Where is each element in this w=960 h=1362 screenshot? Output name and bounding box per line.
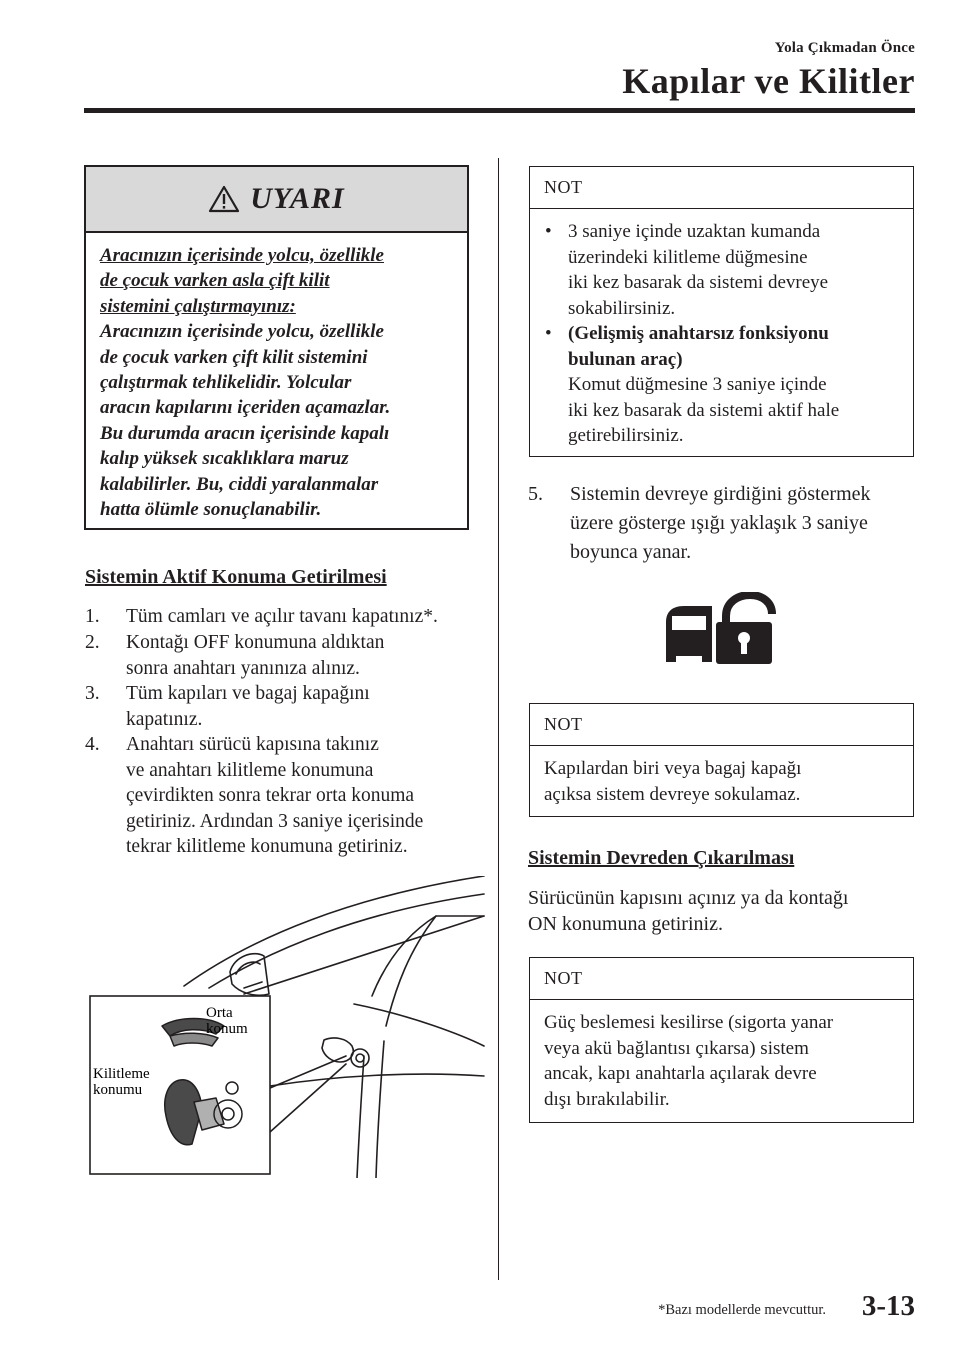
note-box-2 [529, 703, 914, 817]
warning-line: de çocuk varken çift kilit sistemini [100, 346, 368, 368]
column-divider [498, 158, 499, 1280]
section-name: Yola Çıkmadan Önce [774, 40, 915, 56]
warning-text [86, 233, 467, 522]
step-line: Tüm camları ve açılır tavanı kapatınız*. [126, 606, 438, 627]
car-lock-indicator-icon [662, 592, 776, 666]
body-line: ON konumuna getiriniz. [528, 913, 723, 935]
bullet-icon: • [545, 323, 552, 344]
note-box-3 [529, 957, 914, 1123]
note-heading: NOT [530, 958, 913, 1000]
step-number: 5. [528, 483, 543, 505]
note-line: getirebilirsiniz. [568, 425, 684, 446]
note-line: bulunan araç) [568, 348, 683, 370]
note-line: veya akü bağlantısı çıkarsa) sistem [544, 1037, 809, 1059]
warning-line: çalıştırmak tehlikelidir. Yolcular [100, 372, 352, 394]
note-line: iki kez basarak da sistemi devreye [568, 272, 829, 293]
step-line: Kontağı OFF konumuna aldıktan [126, 632, 385, 653]
warning-line: hatta ölümle sonuçlanabilir. [100, 499, 322, 521]
note-line: Güç beslemesi kesilirse (sigorta yanar [544, 1012, 834, 1033]
page-title: Kapılar ve Kilitler [622, 61, 915, 101]
activate-heading: Sistemin Aktif Konuma Getirilmesi [85, 566, 387, 588]
bullet-icon: • [545, 221, 552, 242]
label-center-position-1: Orta [206, 1005, 233, 1021]
warning-line: sistemini çalıştırmayınız: [100, 295, 296, 317]
label-lock-position-2: konumu [93, 1082, 143, 1098]
door-key-illustration [84, 876, 486, 1178]
step-line: Tüm kapıları ve bagaj kapağını [126, 683, 370, 704]
warning-line: kalabilirler. Bu, ciddi yaralanmalar [100, 473, 379, 495]
note-line: dışı bırakılabilir. [544, 1088, 670, 1110]
step-line: boyunca yanar. [570, 541, 692, 563]
step-line: ve anahtarı kilitleme konumuna [126, 759, 374, 781]
note-line: Komut düğmesine 3 saniye içinde [568, 374, 827, 395]
note-line: (Gelişmiş anahtarsız fonksiyonu [568, 323, 829, 344]
step-number: 3. [85, 683, 100, 704]
warning-title: UYARI [250, 182, 345, 215]
warning-line: de çocuk varken asla çift kilit [100, 270, 330, 292]
step-line: getiriniz. Ardından 3 saniye içerisinde [126, 810, 424, 832]
warning-line: kalıp yüksek sıcaklıklara maruz [100, 448, 349, 470]
note-line: Kapılardan biri veya bagaj kapağı [544, 758, 802, 779]
body-line: Sürücünün kapısını açınız ya da kontağı [528, 887, 849, 909]
warning-line: aracın kapılarını içeriden açamazlar. [100, 397, 391, 419]
note-bullet-2 [544, 321, 899, 449]
note-line: sokabilirsiniz. [568, 297, 676, 319]
deactivate-heading: Sistemin Devreden Çıkarılması [528, 847, 795, 869]
warning-line: Bu durumda aracın içerisinde kapalı [100, 422, 390, 444]
warning-line: Aracınızın içerisinde yolcu, özellikle [100, 321, 384, 343]
note-line: açıksa sistem devreye sokulamaz. [544, 783, 801, 805]
deactivate-text [528, 885, 918, 937]
label-center-position-2: konum [206, 1021, 248, 1037]
footnote: *Bazı modellerde mevcuttur. [658, 1302, 826, 1318]
header-rule [84, 108, 915, 113]
note-heading: NOT [530, 167, 913, 209]
step-line: sonra anahtarı yanınıza alınız. [126, 657, 360, 679]
warning-box [84, 165, 469, 530]
note-line: 3 saniye içinde uzaktan kumanda [568, 221, 821, 242]
note-line: iki kez basarak da sistemi aktif hale [568, 399, 840, 421]
step-number: 1. [85, 606, 100, 627]
note-box-1 [529, 166, 914, 457]
step-number: 4. [85, 734, 100, 755]
step-line: tekrar kilitleme konumuna getiriniz. [126, 836, 408, 857]
step-line: Sistemin devreye girdiğini göstermek [570, 483, 871, 505]
step-line: Anahtarı sürücü kapısına takınız [126, 734, 379, 755]
step-line: çevirdikten sonra tekrar orta konuma [126, 785, 415, 806]
label-lock-position-1: Kilitleme [93, 1066, 150, 1082]
step-line: üzere gösterge ışığı yaklaşık 3 saniye [570, 512, 868, 534]
warning-line: Aracınızın içerisinde yolcu, özellikle [100, 245, 384, 266]
page-number: 3-13 [861, 1290, 915, 1322]
note-line: üzerindeki kilitleme düğmesine [568, 246, 808, 268]
note-line: ancak, kapı anahtarla açılarak devre [544, 1063, 817, 1084]
note-bullet-1 [544, 219, 899, 321]
note-heading: NOT [530, 704, 913, 746]
step-line: kapatınız. [126, 708, 203, 730]
warning-triangle-icon [208, 185, 240, 213]
step-number: 2. [85, 632, 100, 653]
warning-header [86, 167, 467, 233]
